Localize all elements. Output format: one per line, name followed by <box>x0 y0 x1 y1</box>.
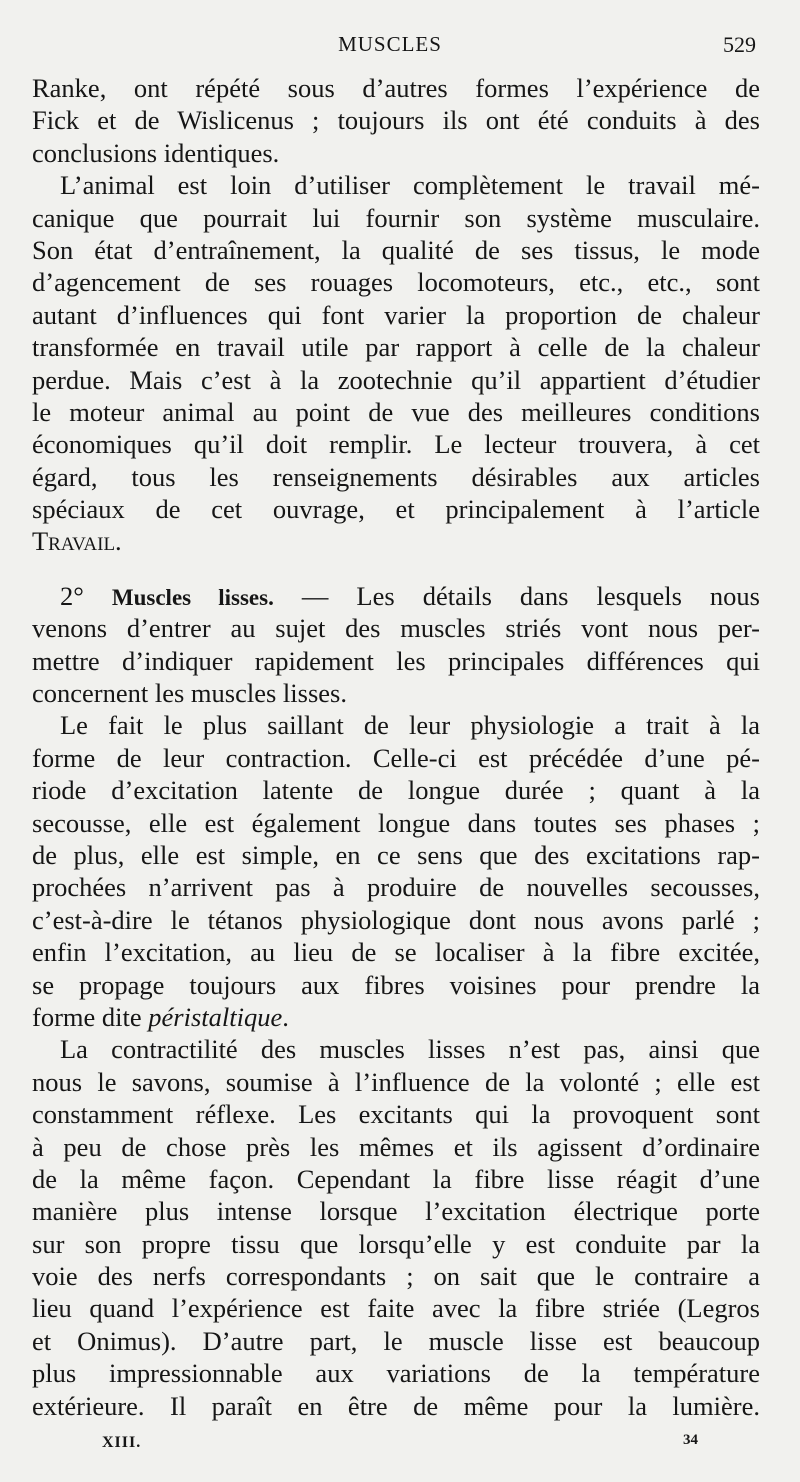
text-line: canique que pourrait lui fournir son système musculaire. <box>32 202 760 233</box>
text-line: concernent les muscles lisses. <box>32 678 347 709</box>
section-number: 2° <box>60 580 84 611</box>
running-title: MUSCLES <box>338 32 442 56</box>
text-span: . <box>282 1001 289 1032</box>
italic-term: péristaltique <box>148 1001 283 1032</box>
text-line: La contractilité des muscles lisses n’est pas, ainsi que <box>60 1034 760 1065</box>
text-line: Ranke, ont répété sous d’autres formes l’expérience de <box>32 73 760 103</box>
text-line: riode d’excitation latente de longue durée ; quant à la <box>32 775 760 806</box>
text-line: spéciaux de cet ouvrage, et principalement à l’article <box>32 494 760 525</box>
text-line: Le fait le plus saillant de leur physiologie a trait à la <box>60 710 760 741</box>
text-line: perdue. Mais c’est à la zootechnie qu’il appartient d’étudier <box>32 364 760 395</box>
signature-number: 34 <box>683 1432 698 1448</box>
section-heading-rest: — Les détails dans lesquels nous <box>301 580 760 611</box>
text-line: venons d’entrer au sujet des muscles striés vont nous per- <box>32 613 760 644</box>
text-line: le moteur animal au point de vue des meilleures conditions <box>32 396 760 427</box>
section-first-line <box>32 580 760 612</box>
text-line: constamment réflexe. Les excitants qui la provoquent sont <box>32 1099 760 1130</box>
text-line: sur son propre tissu que lorsqu’elle y est conduite par la <box>32 1228 760 1259</box>
text-line: et Onimus). D’autre part, le muscle lisse est beaucoup <box>32 1325 760 1356</box>
text-line: se propage toujours aux fibres voisines pour prendre la <box>32 969 760 1000</box>
text-line: Travail. <box>32 526 122 557</box>
signature-mark: XIII. <box>102 1434 142 1451</box>
text-span: forme dite <box>32 1001 142 1032</box>
page-number: 529 <box>723 32 756 57</box>
text-line: conclusions identiques. <box>32 137 280 168</box>
running-head <box>0 32 800 66</box>
text-line <box>32 1001 760 1033</box>
section-gap <box>32 558 760 580</box>
text-line: économiques qu’il doit remplir. Le lecteur trouvera, à cet <box>32 429 760 460</box>
text-line: c’est-à-dire le tétanos physiologique dont nous avons parlé ; <box>32 904 760 935</box>
section-heading: Muscles lisses. <box>111 584 274 610</box>
text-line: Fick et de Wislicenus ; toujours ils ont été conduits à des <box>32 105 760 136</box>
text-line: extérieure. Il paraît en être de même pour la lumière. <box>32 1390 760 1421</box>
text-line: Son état d’entraînement, la qualité de ses tissus, le mode <box>32 234 760 265</box>
text-line: transformée en travail utile par rapport à celle de la chaleur <box>32 332 760 363</box>
text-line: L’animal est loin d’utiliser complètement le travail mé- <box>60 170 760 201</box>
text-line: égard, tous les renseignements désirables aux articles <box>32 461 760 492</box>
text-line: mettre d’indiquer rapidement les principales différences qui <box>32 645 760 676</box>
text-line: autant d’influences qui font varier la proportion de chaleur <box>32 299 760 330</box>
text-line: nous le savons, soumise à l’influence de la volonté ; elle est <box>32 1066 760 1097</box>
text-line: forme de leur contraction. Celle-ci est précédée d’une pé- <box>32 742 760 773</box>
text-line: prochées n’arrivent pas à produire de nouvelles secousses, <box>32 872 760 903</box>
text-line: de la même façon. Cependant la fibre lisse réagit d’une <box>32 1163 760 1194</box>
text-line: voie des nerfs correspondants ; on sait que le contraire a <box>32 1261 760 1292</box>
text-line: enfin l’excitation, au lieu de se localiser à la fibre excitée, <box>32 937 760 968</box>
text-line: secousse, elle est également longue dans toutes ses phases ; <box>32 807 760 838</box>
text-line: à peu de chose près les mêmes et ils agissent d’ordinaire <box>32 1131 760 1162</box>
text-line: d’agencement de ses rouages locomoteurs, etc., etc., sont <box>32 267 760 298</box>
text-line: de plus, elle est simple, en ce sens que des excitations rap- <box>32 839 760 870</box>
text-line: plus impressionnable aux variations de la température <box>32 1358 760 1389</box>
text-line: lieu quand l’expérience est faite avec la fibre striée (Legros <box>32 1293 760 1324</box>
text-line: manière plus intense lorsque l’excitation électrique porte <box>32 1196 760 1227</box>
body-text <box>32 72 760 1422</box>
